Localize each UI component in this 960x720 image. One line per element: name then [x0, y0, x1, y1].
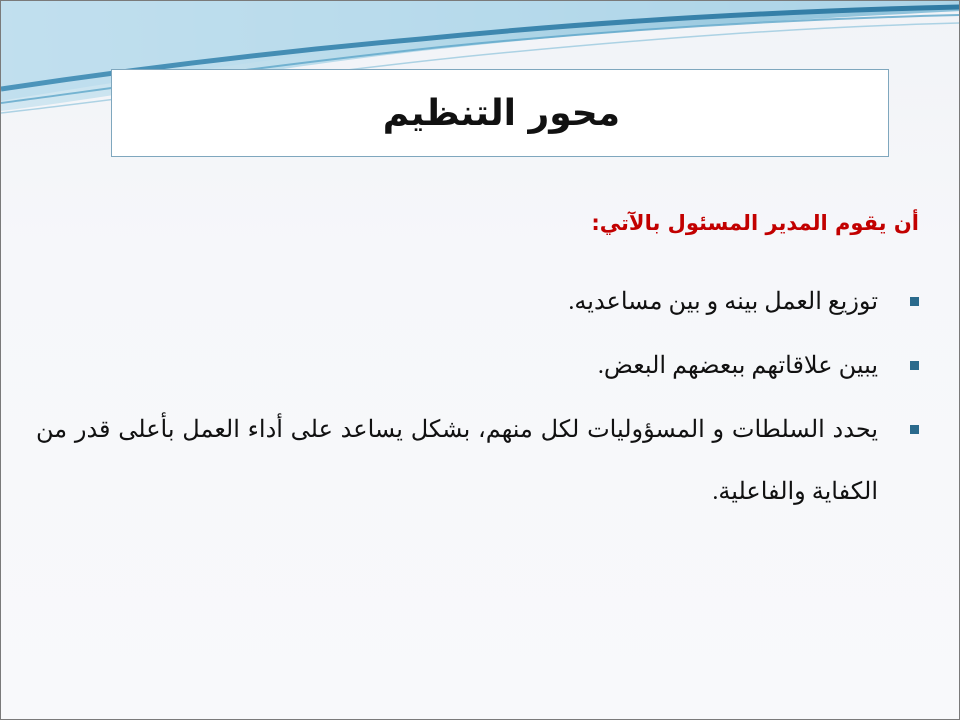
- square-bullet-icon: [910, 297, 919, 306]
- title-box: [111, 69, 889, 157]
- slide-subtitle: أن يقوم المدير المسئول بالآتي:: [591, 211, 919, 235]
- slide-content: [36, 211, 921, 525]
- square-bullet-icon: [910, 361, 919, 370]
- bullet-text: توزيع العمل بينه و بين مساعديه.: [568, 289, 878, 315]
- slide-title: محور التنظيم: [382, 92, 620, 134]
- square-bullet-icon: [910, 425, 919, 434]
- bullet-item: [36, 399, 921, 523]
- bullet-text: يبين علاقاتهم ببعضهم البعض.: [597, 353, 878, 379]
- bullet-text: يحدد السلطات و المسؤوليات لكل منهم، بشكل يساعد على أداء العمل بأعلى قدر من الكفاية والفاعلية.: [36, 417, 878, 505]
- bullet-list: [36, 271, 921, 523]
- bullet-item: [36, 271, 921, 333]
- bullet-item: [36, 335, 921, 397]
